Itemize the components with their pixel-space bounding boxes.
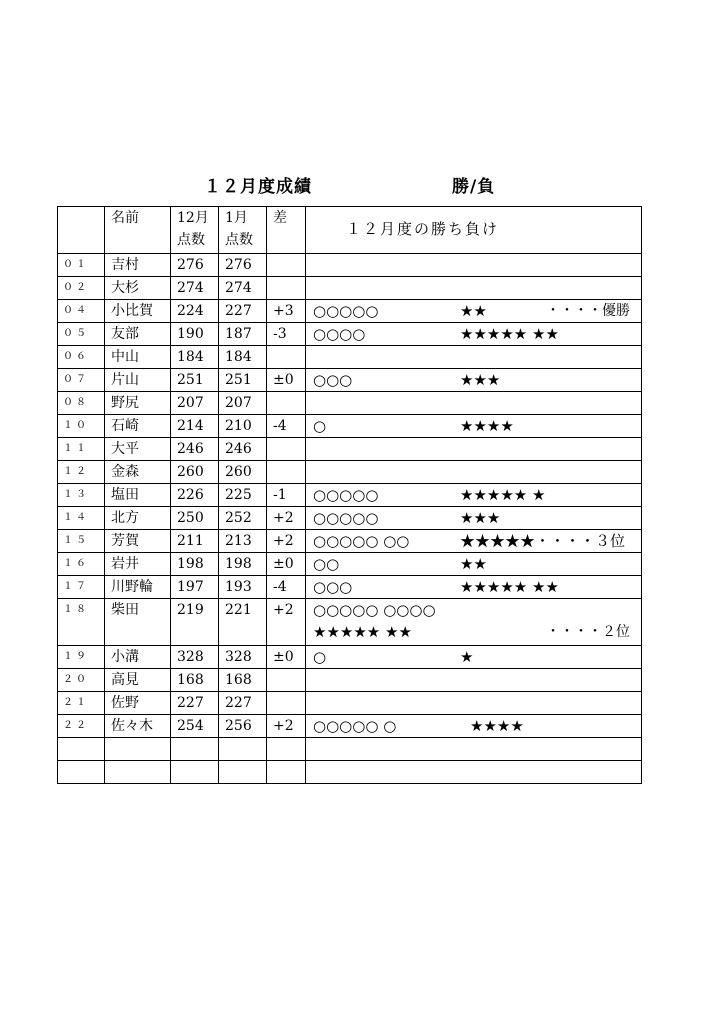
row-jan-score: 221 [219,599,267,646]
row-name: 北方 [105,507,171,530]
row-number: １４ [58,507,105,530]
row-number [58,761,105,784]
row-number: ２０ [58,669,105,692]
loss-stars: ★★ [460,555,487,573]
row-name: 中山 [105,346,171,369]
results-table [57,206,642,784]
row-number: ０５ [58,323,105,346]
table-row [58,254,642,277]
loss-stars: ★★★★★ ★★ [460,578,559,596]
row-diff: +2 [267,530,306,553]
row-results [306,392,642,415]
row-name: 友部 [105,323,171,346]
table-row [58,576,642,599]
row-number: ２１ [58,692,105,715]
header-jan-b: 点数 [225,232,253,248]
row-results [306,277,642,300]
row-results [306,507,642,530]
row-name: 高見 [105,669,171,692]
row-results [306,738,642,761]
row-jan-score: 256 [219,715,267,738]
row-number: １９ [58,646,105,669]
row-number: １７ [58,576,105,599]
row-name: 柴田 [105,599,171,646]
win-circles: ○○○○○ ○○○○ [313,601,436,619]
table-row [58,369,642,392]
win-circles: ○○○○○ [313,509,379,527]
row-results [306,415,642,438]
row-number: ０４ [58,300,105,323]
row-diff: -3 [267,323,306,346]
row-diff [267,392,306,415]
row-results [306,300,642,323]
table-row [58,415,642,438]
row-results [306,346,642,369]
row-diff: ±0 [267,553,306,576]
loss-stars: ★★★★ [470,717,524,735]
row-name: 小比賀 [105,300,171,323]
win-circles: ○○○○ [313,325,366,343]
row-results [306,461,642,484]
row-diff [267,254,306,277]
win-circles: ○○○○○ [313,486,379,504]
row-diff: +2 [267,715,306,738]
row-name: 大杉 [105,277,171,300]
loss-stars: ★★ [460,302,487,320]
row-dec-score: 224 [171,300,219,323]
row-name [105,738,171,761]
row-jan-score: 198 [219,553,267,576]
win-circles: ○○○○○ ○ [313,717,397,735]
table-row [58,507,642,530]
row-results [306,576,642,599]
row-number: １２ [58,461,105,484]
table-row [58,599,642,646]
row-jan-score: 193 [219,576,267,599]
win-circles: ○○○○○ ○○ [313,532,410,550]
row-dec-score: 250 [171,507,219,530]
row-jan-score: 274 [219,277,267,300]
row-number: ０１ [58,254,105,277]
row-name: 片山 [105,369,171,392]
row-name: 野尻 [105,392,171,415]
row-diff [267,761,306,784]
win-circles: ○○○ [313,371,353,389]
row-number: ０６ [58,346,105,369]
row-dec-score: 276 [171,254,219,277]
row-jan-score: 213 [219,530,267,553]
win-circles: ○○ [313,555,340,573]
row-name [105,761,171,784]
table-row [58,300,642,323]
loss-stars: ★★★★★ ★ [460,486,546,504]
row-dec-score: 207 [171,392,219,415]
table-row [58,484,642,507]
row-diff: -4 [267,415,306,438]
header-jan-score [219,207,267,254]
rank-note: ・・・・優勝 [546,303,630,319]
row-diff: +3 [267,300,306,323]
row-results [306,669,642,692]
row-dec-score: 251 [171,369,219,392]
table-row [58,692,642,715]
row-results [306,692,642,715]
header-diff: 差 [267,207,306,254]
row-name: 佐々木 [105,715,171,738]
row-results [306,254,642,277]
row-name: 大平 [105,438,171,461]
row-number: ０８ [58,392,105,415]
table-row [58,438,642,461]
table-row [58,715,642,738]
table-row [58,461,642,484]
loss-stars: ★★★★★ ★★ [313,623,412,641]
win-circles: ○○○○○ [313,302,379,320]
row-dec-score: 246 [171,438,219,461]
row-jan-score: 168 [219,669,267,692]
loss-stars: ★★★★★ ★★ [460,325,559,343]
row-jan-score: 210 [219,415,267,438]
row-name: 金森 [105,461,171,484]
header-no [58,207,105,254]
row-name: 芳賀 [105,530,171,553]
header-jan-a: 1月 [225,210,248,226]
row-jan-score [219,738,267,761]
row-jan-score: 252 [219,507,267,530]
row-diff: -1 [267,484,306,507]
row-jan-score: 227 [219,692,267,715]
row-number: １３ [58,484,105,507]
row-number: １６ [58,553,105,576]
loss-stars: ★★★ [460,509,501,527]
row-results [306,715,642,738]
row-dec-score: 198 [171,553,219,576]
row-diff [267,738,306,761]
row-diff [267,669,306,692]
row-diff [267,692,306,715]
row-jan-score: 251 [219,369,267,392]
row-dec-score: 227 [171,692,219,715]
header-name: 名前 [105,207,171,254]
table-row [58,761,642,784]
row-jan-score: 184 [219,346,267,369]
row-results [306,484,642,507]
row-jan-score: 227 [219,300,267,323]
row-number: １８ [58,599,105,646]
header-row [58,207,642,254]
row-jan-score: 225 [219,484,267,507]
row-jan-score [219,761,267,784]
row-name: 佐野 [105,692,171,715]
row-diff: ±0 [267,369,306,392]
row-results [306,438,642,461]
loss-stars: ★★★ [460,371,501,389]
row-name: 塩田 [105,484,171,507]
header-dec-b: 点数 [177,232,205,248]
page-title: １２月度成績 [204,177,312,197]
row-diff: ±0 [267,646,306,669]
win-circles: ○ [313,648,327,666]
row-name: 岩井 [105,553,171,576]
table-row [58,392,642,415]
loss-stars: ★★★★★・・・・３位 [460,532,626,550]
row-dec-score: 190 [171,323,219,346]
row-dec-score: 168 [171,669,219,692]
row-dec-score [171,761,219,784]
row-number: ０７ [58,369,105,392]
rank-note: ・・・・２位 [546,624,630,640]
row-results [306,553,642,576]
row-dec-score [171,738,219,761]
win-circles: ○○○ [313,578,353,596]
table-row [58,646,642,669]
row-dec-score: 219 [171,599,219,646]
row-number: ０２ [58,277,105,300]
row-diff [267,461,306,484]
loss-stars: ★ [460,648,474,666]
table-row [58,738,642,761]
table-row [58,277,642,300]
row-dec-score: 197 [171,576,219,599]
row-dec-score: 184 [171,346,219,369]
row-results [306,646,642,669]
loss-stars: ★★★★ [460,417,514,435]
row-dec-score: 211 [171,530,219,553]
header-dec-a: 12月 [177,210,209,226]
row-diff: +2 [267,599,306,646]
row-dec-score: 226 [171,484,219,507]
row-dec-score: 254 [171,715,219,738]
row-jan-score: 187 [219,323,267,346]
row-dec-score: 328 [171,646,219,669]
row-number: １５ [58,530,105,553]
table-row [58,553,642,576]
row-results [306,599,642,646]
row-dec-score: 274 [171,277,219,300]
row-dec-score: 260 [171,461,219,484]
row-dec-score: 214 [171,415,219,438]
table-row [58,323,642,346]
row-jan-score: 276 [219,254,267,277]
row-number [58,738,105,761]
table-row [58,346,642,369]
header-dec-score [171,207,219,254]
row-name: 小溝 [105,646,171,669]
row-diff [267,346,306,369]
table-row [58,669,642,692]
win-circles: ○ [313,417,327,435]
row-jan-score: 246 [219,438,267,461]
win-loss-heading: 勝/負 [452,177,496,197]
row-diff [267,277,306,300]
row-results [306,761,642,784]
row-jan-score: 207 [219,392,267,415]
row-diff: -4 [267,576,306,599]
row-name: 川野輪 [105,576,171,599]
row-results [306,369,642,392]
row-jan-score: 260 [219,461,267,484]
row-number: １０ [58,415,105,438]
row-results [306,323,642,346]
row-name: 吉村 [105,254,171,277]
row-diff: +2 [267,507,306,530]
row-jan-score: 328 [219,646,267,669]
row-number: １１ [58,438,105,461]
header-results: １２月度の勝ち負け [306,207,642,254]
row-diff [267,438,306,461]
row-number: ２２ [58,715,105,738]
row-name: 石崎 [105,415,171,438]
row-results [306,530,642,553]
table-row [58,530,642,553]
